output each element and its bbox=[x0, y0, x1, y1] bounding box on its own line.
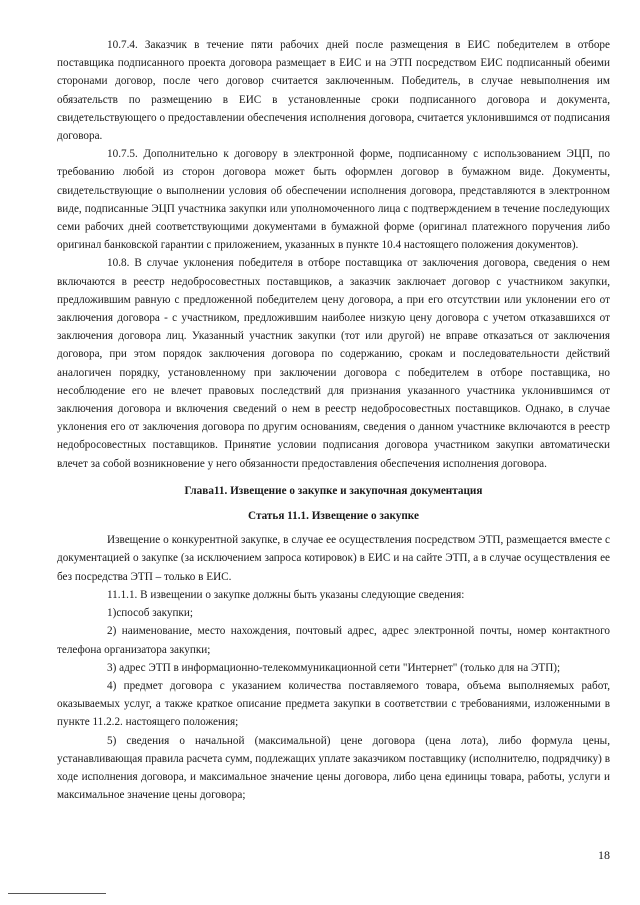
clause-10-7-4: 10.7.4. Заказчик в течение пяти рабочих дней после размещения в ЕИС победителем в отборе поставщика подписанного проекта договора размещает в ЕИС и на ЭТП посредством ЕИС подписанный обеими сторонами договор, после чего договор считается заключенным. Победитель, в случае невыполнения им обязательств по размещению в ЕИС в установленные сроки подписанного договора и документа, свидетельствующего о предоставлении обеспечения исполнения договора, считается уклонившимся от подписания договора. bbox=[57, 39, 610, 143]
list-item-etp-address: 3) адрес ЭТП в информационно-телекоммуникационной сети "Интернет" (только для на ЭТП); bbox=[107, 661, 561, 674]
footer-rule bbox=[8, 893, 106, 894]
notice-intro-paragraph: Извещение о конкурентной закупке, в случае ее осуществления посредством ЭТП, размещается вместе с документацией о закупке (за исключением запроса котировок) в ЕИС и на сайте ЭТП, а в случае осуществления ее без посредства ЭТП – только в ЕИС. bbox=[57, 534, 610, 583]
clause-10-8: 10.8. В случае уклонения победителя в отборе поставщика от заключения договора, сведения о нем включаются в реестр недобросовестных поставщиков, а заказчик заключает договор с участником закупки, предложившим равную с предложенной победителем цену договора, а при его отсутствии или уклонении его от заключения договора - с участником, предложившим наиболее низкую цену договора с учетом отказавшихся от заключения договора лиц. Указанный участник закупки (тот или другой) не вправе отказаться от заключения договора, при этом порядок заключения договора по содержанию, срокам и последовательности действий аналогичен порядку, установленному при заключении договора с победителем в отборе поставщика, но несоблюдение его не влечет правовых последствий для признания указанного участника уклонившимся от заключения договора и включения сведений о нем в реестр недобросовестных поставщиков. Однако, в случае уклонения его от заключения договора по другим основаниям, сведения о данном участнике включаются в реестр недобросовестных поставщиков. Принятие условии подписания договора участником закупки автоматически влечет за собой возникновение у него обязанности предоставления обеспечения исполнения договора. bbox=[57, 257, 610, 470]
clause-11-1-1: 11.1.1. В извещении о закупке должны быть указаны следующие сведения: bbox=[107, 588, 465, 601]
chapter-heading: Глава11. Извещение о закупке и закупочная документация bbox=[184, 484, 483, 497]
clause-10-7-5: 10.7.5. Дополнительно к договору в электронной форме, подписанному с использованием ЭЦП, по требованию любой из сторон договора может быть оформлен договор в бумажном виде. Документы, свидетельствующие о выполнении условия об обеспечении исполнения договора, представляются в электронном виде, подписанные ЭЦП участника закупки или уполномоченного лица с подтверждением в течение последующих семи рабочих дней соответствующими документами в бумажной форме (оригинал платежного поручения либо оригинал банковской гарантии с приложением, указанных в пункте 10.4 настоящего положения документов). bbox=[57, 148, 610, 252]
article-heading: Статья 11.1. Извещение о закупке bbox=[248, 510, 419, 523]
list-item-contract-subject: 4) предмет договора с указанием количества поставляемого товара, объема выполняемых работ, оказываемых услуг, а также краткое описание предмета закупки в соответствии с требованиями, изложенными в пункте 11.2.2. настоящего положения; bbox=[57, 679, 610, 729]
list-item-organizer-contacts: 2) наименование, место нахождения, почтовый адрес, адрес электронной почты, номер контактного телефона организатора закупки; bbox=[57, 625, 610, 656]
list-item-initial-price: 5) сведения о начальной (максимальной) цене договора (цена лота), либо формула цены, устанавливающая правила расчета сумм, подлежащих уплате заказчиком поставщику (исполнителю, подрядчику) в ходе исполнения договора, и максимальное значение цены договора, либо цена единицы товара, работы, услуги и максимальное значение цены договора; bbox=[57, 734, 610, 802]
page-number: 18 bbox=[598, 848, 610, 862]
list-item-procurement-method: 1)способ закупки; bbox=[107, 607, 193, 620]
document-page bbox=[57, 36, 610, 804]
